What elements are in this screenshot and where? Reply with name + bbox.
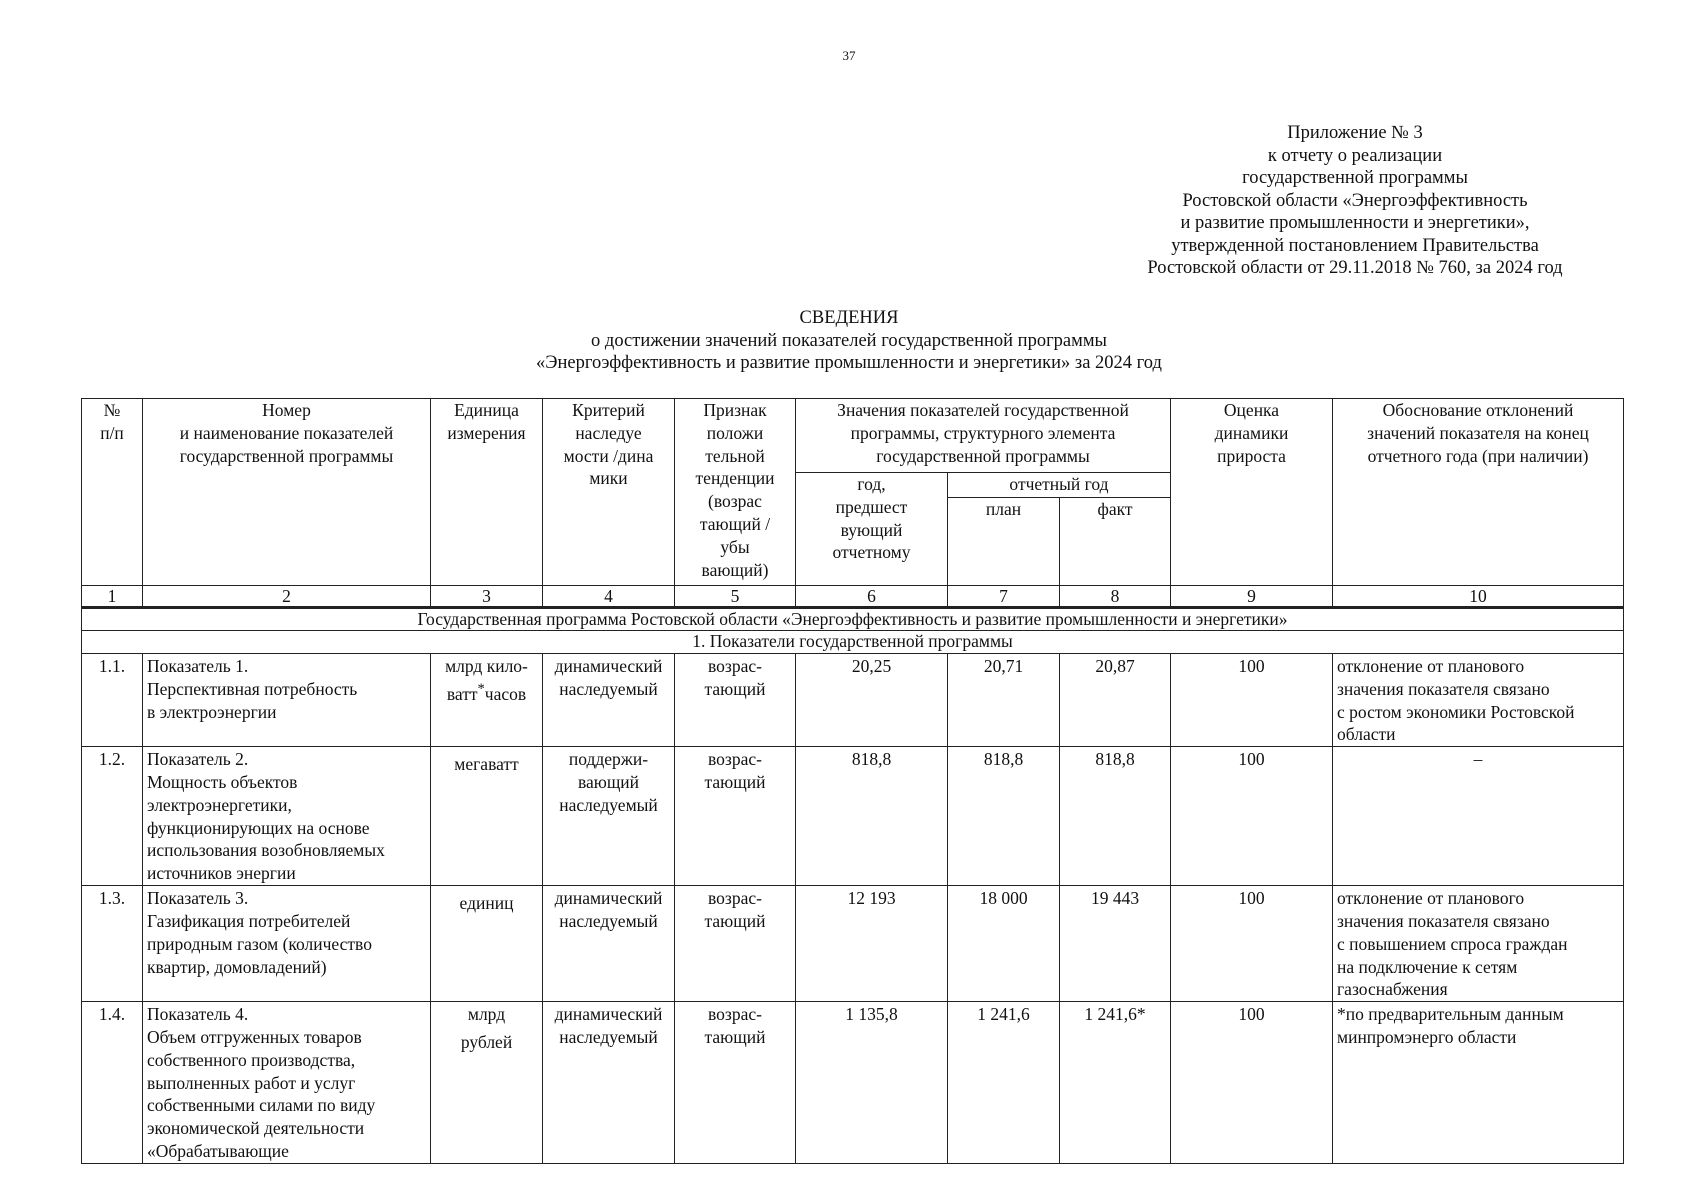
row-num: 1.1. <box>82 654 143 747</box>
appendix-line: и развитие промышленности и энергетики», <box>1180 213 1530 233</box>
row-num: 1.3. <box>82 886 143 1002</box>
row-criterion: динамический наследуемый <box>543 886 675 1002</box>
row-num: 1.4. <box>82 1002 143 1164</box>
row-prev-value: 818,8 <box>796 747 948 886</box>
appendix-line: утвержденной постановлением Правительства <box>1171 235 1539 256</box>
appendix-line: к отчету о реализации <box>1267 145 1443 166</box>
header-values-group: Значения показателей государственной программы, структурного элемента государственной программы <box>796 399 1171 473</box>
row-criterion: динамический наследуемый <box>543 1002 675 1164</box>
header-num: № п/п <box>82 399 143 586</box>
row-unit-tail: часов <box>484 683 527 704</box>
row-prev-value: 12 193 <box>796 886 948 1002</box>
column-number: 1 <box>82 586 143 608</box>
appendix-line: Ростовской области от 29.11.2018 № 760, за 2024 год <box>1147 258 1563 278</box>
header-justification: Обоснование отклонений значений показателя на конец отчетного года (при наличии) <box>1333 399 1624 586</box>
column-number: 6 <box>796 586 948 608</box>
header-growth: Оценка динамики прироста <box>1171 399 1333 586</box>
row-unit <box>431 1002 543 1164</box>
row-plan-value: 18 000 <box>948 886 1060 1002</box>
row-fact-value: 20,87 <box>1060 654 1171 747</box>
table-row <box>82 747 1624 886</box>
row-trend: возрас- тающий <box>675 886 796 1002</box>
row-unit-main: млрд кило- ватт <box>445 656 528 704</box>
column-number: 3 <box>431 586 543 608</box>
page-number: 37 <box>842 48 856 63</box>
row-trend: возрас- тающий <box>675 654 796 747</box>
header-trend: Признак положи тельной тенденции (возрас тающий / убы вающий) <box>675 399 796 586</box>
row-justification: отклонение от планового значения показателя связано с ростом экономики Ростовской области <box>1333 654 1624 747</box>
row-criterion: динамический наследуемый <box>543 654 675 747</box>
row-unit-main: мегаватт <box>454 754 519 775</box>
header-plan: план <box>948 498 1060 586</box>
row-justification: – <box>1333 747 1624 886</box>
title-line: о достижении значений показателей государственной программы <box>591 330 1107 351</box>
row-plan-value: 20,71 <box>948 654 1060 747</box>
column-number: 8 <box>1060 586 1171 608</box>
appendix-line: государственной программы <box>1242 168 1468 188</box>
document-title <box>0 307 1698 375</box>
table-row <box>82 886 1624 1002</box>
row-justification: отклонение от планового значения показателя связано с повышением спроса граждан на подключение к сетям газоснабжения <box>1333 886 1624 1002</box>
row-name: Показатель 3. Газификация потребителей природным газом (количество квартир, домовладений) <box>143 886 431 1002</box>
column-number: 7 <box>948 586 1060 608</box>
row-trend: возрас- тающий <box>675 747 796 886</box>
row-unit <box>431 747 543 886</box>
row-growth: 100 <box>1171 1002 1333 1164</box>
appendix-line: Приложение № 3 <box>1287 123 1423 143</box>
row-growth: 100 <box>1171 654 1333 747</box>
column-number: 9 <box>1171 586 1333 608</box>
header-unit: Единица измерения <box>431 399 543 586</box>
row-prev-value: 20,25 <box>796 654 948 747</box>
row-growth: 100 <box>1171 747 1333 886</box>
section-title-row: 1. Показатели государственной программы <box>82 631 1624 654</box>
header-name: Номер и наименование показателей государственной программы <box>143 399 431 586</box>
column-number: 10 <box>1333 586 1624 608</box>
row-trend: возрас- тающий <box>675 1002 796 1164</box>
row-num: 1.2. <box>82 747 143 886</box>
appendix-header <box>1080 122 1630 280</box>
row-name: Показатель 2. Мощность объектов электроэнергетики, функционирующих на основе использования возобновляемых источников энергии <box>143 747 431 886</box>
row-unit-main: млрд рублей <box>460 1004 513 1052</box>
header-fact: факт <box>1060 498 1171 586</box>
title-line: «Энергоэффективность и развитие промышленности и энергетики» за 2024 год <box>536 353 1162 373</box>
program-title-row: Государственная программа Ростовской области «Энергоэффективность и развитие промышленности и энергетики» <box>82 608 1624 631</box>
table-row <box>82 1002 1624 1164</box>
row-name: Показатель 4. Объем отгруженных товаров собственного производства, выполненных работ и услуг собственными силами по виду экономической деятельности «Обрабатывающие <box>143 1002 431 1164</box>
header-prev-year: год, предшест вующий отчетному <box>796 473 948 586</box>
column-number: 4 <box>543 586 675 608</box>
row-fact-value: 818,8 <box>1060 747 1171 886</box>
row-criterion: поддержи- вающий наследуемый <box>543 747 675 886</box>
row-unit-sup: * <box>477 680 485 697</box>
indicators-table <box>81 398 1624 1164</box>
column-number: 5 <box>675 586 796 608</box>
row-plan-value: 818,8 <box>948 747 1060 886</box>
row-fact-value: 19 443 <box>1060 886 1171 1002</box>
table-row <box>82 654 1624 747</box>
row-unit <box>431 654 543 747</box>
title-heading: СВЕДЕНИЯ <box>799 308 899 328</box>
row-fact-value: 1 241,6* <box>1060 1002 1171 1164</box>
row-prev-value: 1 135,8 <box>796 1002 948 1164</box>
row-plan-value: 1 241,6 <box>948 1002 1060 1164</box>
header-report-year: отчетный год <box>948 473 1171 498</box>
appendix-line: Ростовской области «Энергоэффективность <box>1182 190 1528 211</box>
column-number: 2 <box>143 586 431 608</box>
row-unit-main: единиц <box>459 893 514 914</box>
header-criterion: Критерий наследуе мости /дина мики <box>543 399 675 586</box>
row-growth: 100 <box>1171 886 1333 1002</box>
row-justification: *по предварительным данным минпромэнерго области <box>1333 1002 1624 1164</box>
row-name: Показатель 1. Перспективная потребность в электроэнергии <box>143 654 431 747</box>
row-unit <box>431 886 543 1002</box>
